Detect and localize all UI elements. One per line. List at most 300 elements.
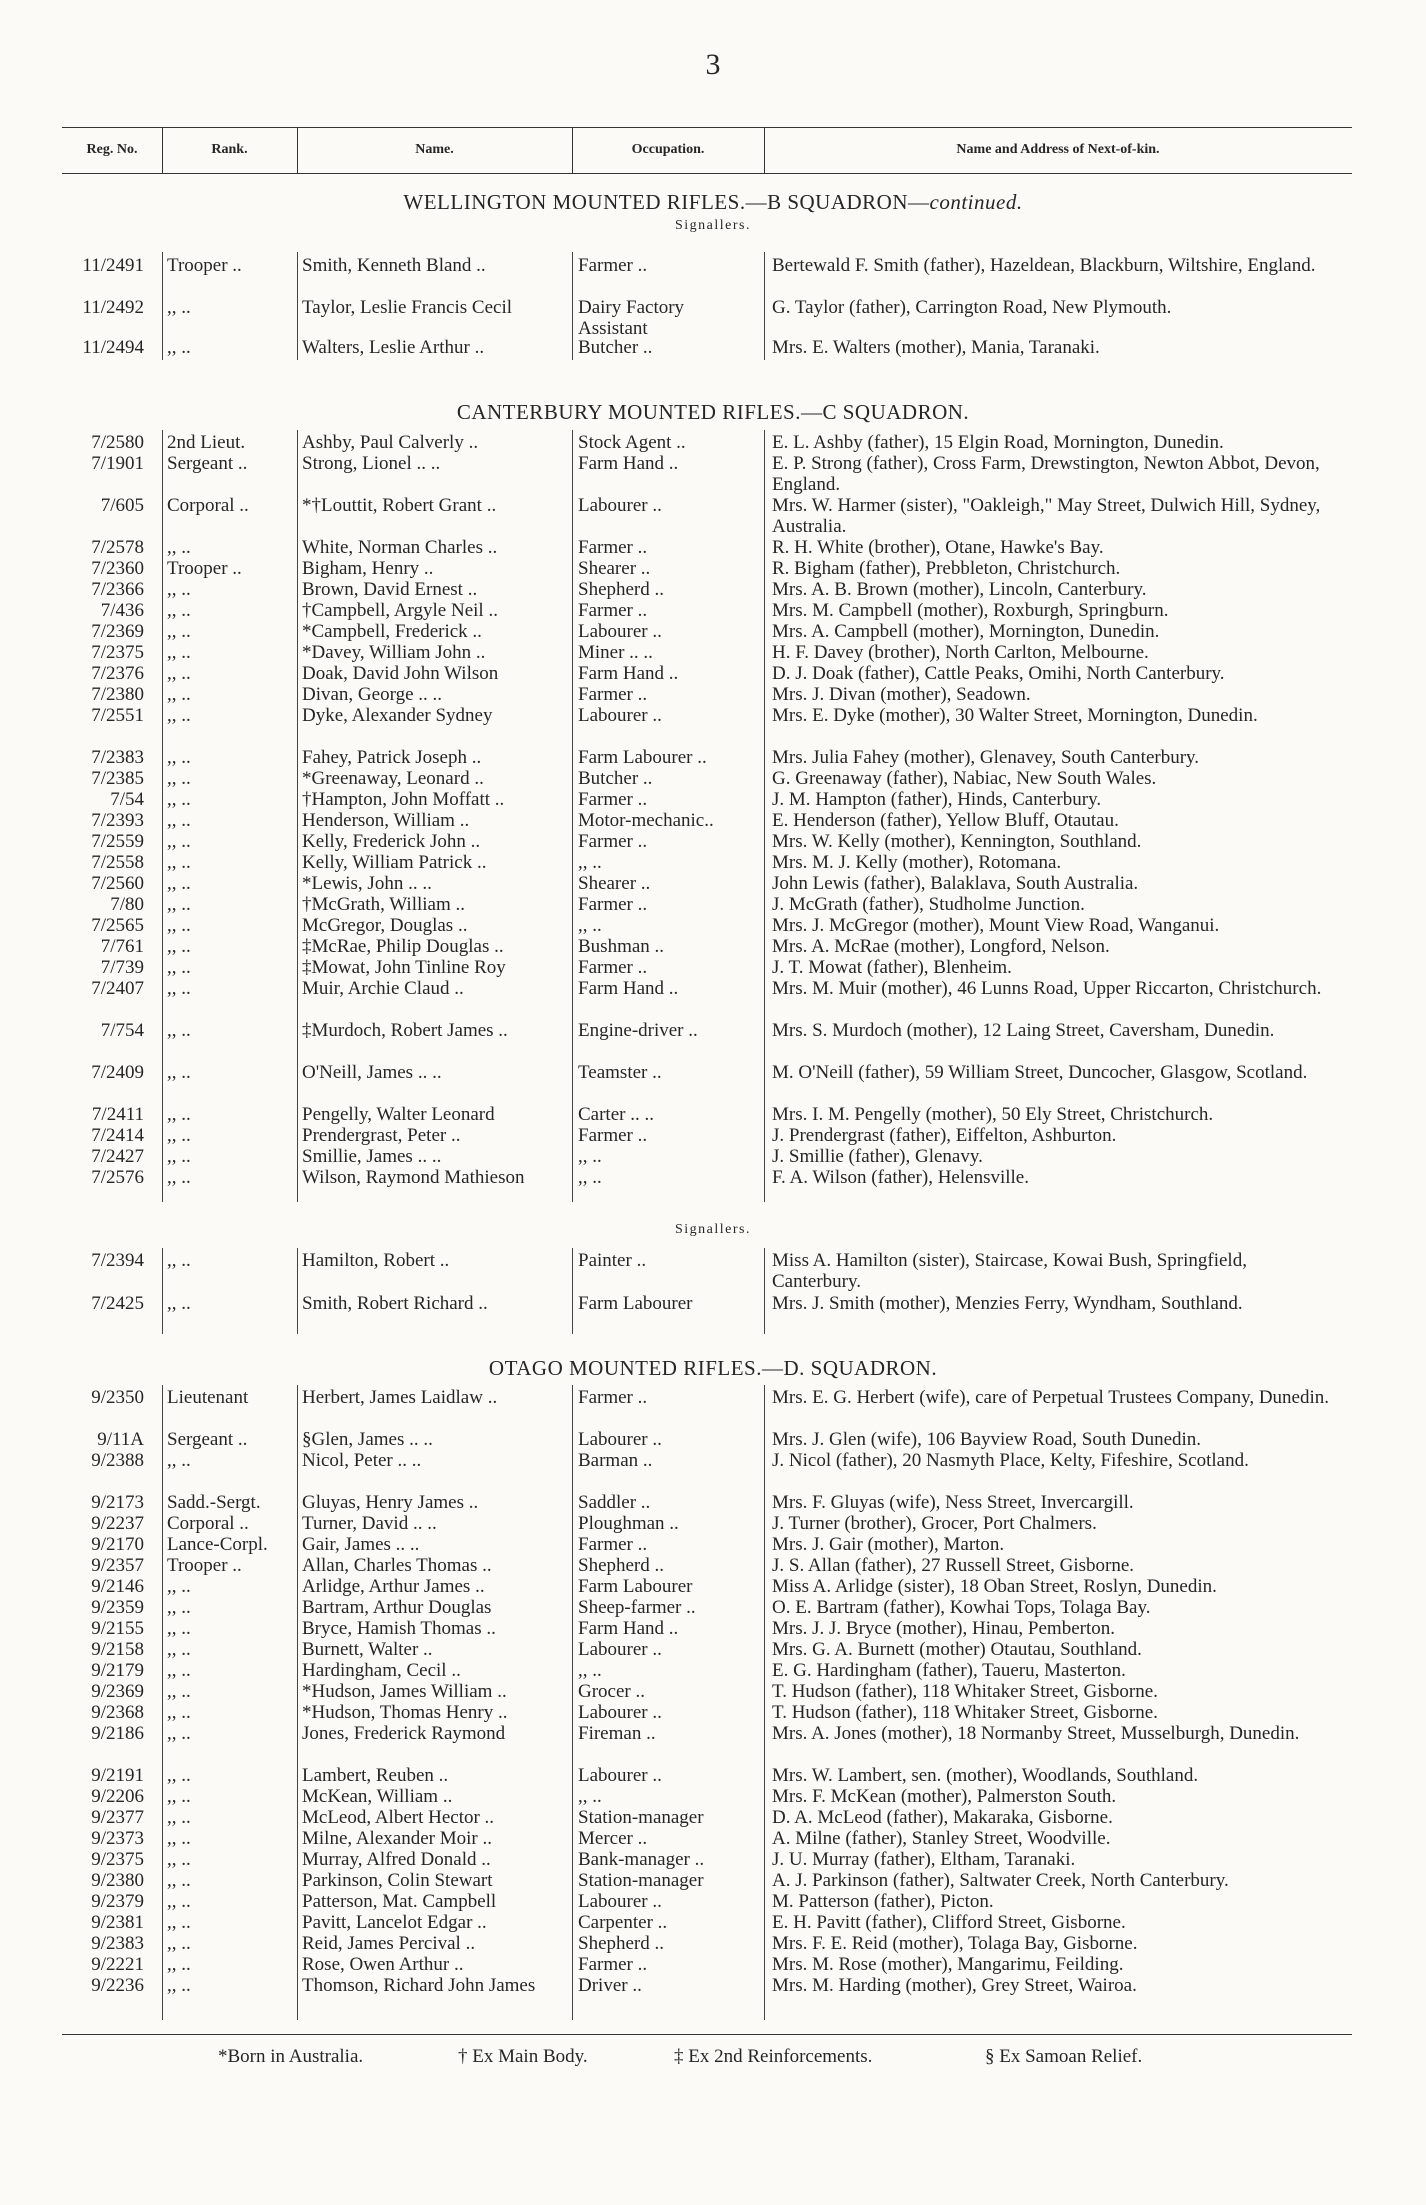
reg-number: 7/739 bbox=[100, 957, 144, 978]
rank: Trooper .. bbox=[167, 558, 242, 579]
next-of-kin: Mrs. J. Gair (mother), Marton. bbox=[772, 1534, 1005, 1555]
reg-number: 9/2357 bbox=[91, 1555, 144, 1576]
rank: Trooper .. bbox=[167, 1555, 242, 1576]
occupation: Saddler .. bbox=[578, 1492, 651, 1513]
soldier-name: Fahey, Patrick Joseph .. bbox=[302, 747, 482, 768]
reg-number: 7/2576 bbox=[91, 1167, 144, 1188]
next-of-kin: Mrs. A. Campbell (mother), Mornington, Dunedin. bbox=[772, 621, 1160, 642]
reg-number: 9/2158 bbox=[91, 1639, 144, 1660]
rank: ,, .. bbox=[167, 810, 191, 831]
next-of-kin: Mrs. A. B. Brown (mother), Lincoln, Canterbury. bbox=[772, 579, 1147, 600]
soldier-name: Divan, George .. .. bbox=[302, 684, 443, 705]
column-rule bbox=[297, 430, 298, 1202]
section-title-suffix: continued. bbox=[929, 190, 1023, 214]
soldier-name: Pengelly, Walter Leonard bbox=[302, 1104, 495, 1125]
rank: ,, .. bbox=[167, 1104, 191, 1125]
occupation: Mercer .. bbox=[578, 1828, 648, 1849]
occupation: ,, .. bbox=[578, 1146, 602, 1167]
occupation: Engine-driver .. bbox=[578, 1020, 698, 1041]
occupation: Farmer .. bbox=[578, 1534, 648, 1555]
reg-number: 9/2350 bbox=[91, 1387, 144, 1408]
next-of-kin: Mrs. G. A. Burnett (mother) Otautau, Southland. bbox=[772, 1639, 1142, 1660]
soldier-name: Bryce, Hamish Thomas .. bbox=[302, 1618, 496, 1639]
reg-number: 7/54 bbox=[110, 789, 144, 810]
next-of-kin: Mrs. M. Rose (mother), Mangarimu, Feilding. bbox=[772, 1954, 1124, 1975]
reg-number: 11/2492 bbox=[82, 297, 144, 318]
soldier-name: *Hudson, Thomas Henry .. bbox=[302, 1702, 508, 1723]
occupation: Dairy Factory Assistant bbox=[578, 297, 685, 339]
next-of-kin: J. Nicol (father), 20 Nasmyth Place, Kelty, Fifeshire, Scotland. bbox=[772, 1450, 1249, 1471]
reg-number: 7/2369 bbox=[91, 621, 144, 642]
reg-number: 9/2388 bbox=[91, 1450, 144, 1471]
reg-number: 9/2236 bbox=[91, 1975, 144, 1996]
rank: Lance-Corpl. bbox=[167, 1534, 268, 1555]
next-of-kin: Mrs. F. Gluyas (wife), Ness Street, Invercargill. bbox=[772, 1492, 1134, 1513]
next-of-kin: E. G. Hardingham (father), Taueru, Masterton. bbox=[772, 1660, 1126, 1681]
rank: ,, .. bbox=[167, 1450, 191, 1471]
next-of-kin: J. Prendergrast (father), Eiffelton, Ashburton. bbox=[772, 1125, 1117, 1146]
rank: Corporal .. bbox=[167, 1513, 249, 1534]
soldier-name: ‡Mowat, John Tinline Roy bbox=[302, 957, 506, 978]
rank: ,, .. bbox=[167, 1702, 191, 1723]
occupation: Butcher .. bbox=[578, 337, 653, 358]
rank: ,, .. bbox=[167, 1660, 191, 1681]
reg-number: 9/2173 bbox=[91, 1492, 144, 1513]
column-rule bbox=[764, 1248, 765, 1334]
reg-number: 7/2565 bbox=[91, 915, 144, 936]
rank: ,, .. bbox=[167, 621, 191, 642]
rank: ,, .. bbox=[167, 1723, 191, 1744]
next-of-kin: Mrs. I. M. Pengelly (mother), 50 Ely Street, Christchurch. bbox=[772, 1104, 1214, 1125]
rank: ,, .. bbox=[167, 1576, 191, 1597]
rank: ,, .. bbox=[167, 1807, 191, 1828]
column-header-name: Name. bbox=[415, 142, 454, 157]
soldier-name: Pavitt, Lancelot Edgar .. bbox=[302, 1912, 487, 1933]
soldier-name: McLeod, Albert Hector .. bbox=[302, 1807, 495, 1828]
rank: ,, .. bbox=[167, 789, 191, 810]
soldier-name: Dyke, Alexander Sydney bbox=[302, 705, 493, 726]
rank: ,, .. bbox=[167, 1828, 191, 1849]
occupation: Labourer .. bbox=[578, 1702, 662, 1723]
footnote-main-body: † Ex Main Body. bbox=[458, 2046, 588, 2067]
next-of-kin: G. Taylor (father), Carrington Road, New Plymouth. bbox=[772, 297, 1172, 318]
soldier-name: Kelly, Frederick John .. bbox=[302, 831, 481, 852]
next-of-kin: Mrs. S. Murdoch (mother), 12 Laing Street, Caversham, Dunedin. bbox=[772, 1020, 1275, 1041]
next-of-kin: Mrs. E. Walters (mother), Mania, Taranaki. bbox=[772, 337, 1100, 358]
occupation: Shepherd .. bbox=[578, 579, 665, 600]
rank: ,, .. bbox=[167, 1765, 191, 1786]
next-of-kin: Miss A. Arlidge (sister), 18 Oban Street, Roslyn, Dunedin. bbox=[772, 1576, 1217, 1597]
column-rule bbox=[572, 1248, 573, 1334]
next-of-kin: A. J. Parkinson (father), Saltwater Creek, North Canterbury. bbox=[772, 1870, 1229, 1891]
rank: ,, .. bbox=[167, 1891, 191, 1912]
reg-number: 9/2359 bbox=[91, 1597, 144, 1618]
occupation: Labourer .. bbox=[578, 621, 662, 642]
occupation: Farmer .. bbox=[578, 600, 648, 621]
rank: ,, .. bbox=[167, 747, 191, 768]
occupation: Farm Labourer bbox=[578, 1576, 693, 1597]
occupation: Ploughman .. bbox=[578, 1513, 679, 1534]
section-title: WELLINGTON MOUNTED RIFLES.—B SQUADRON—continued. bbox=[403, 190, 1023, 214]
footnote-2nd-reinforcements: ‡ Ex 2nd Reinforcements. bbox=[674, 2046, 873, 2067]
section-subheading: Signallers. bbox=[675, 218, 751, 233]
rank: ,, .. bbox=[167, 1933, 191, 1954]
rank: Trooper .. bbox=[167, 255, 242, 276]
soldier-name: Gluyas, Henry James .. bbox=[302, 1492, 479, 1513]
next-of-kin: Miss A. Hamilton (sister), Staircase, Kowai Bush, Springfield, Canterbury. bbox=[772, 1250, 1247, 1292]
reg-number: 9/2368 bbox=[91, 1702, 144, 1723]
reg-number: 9/2380 bbox=[91, 1870, 144, 1891]
reg-number: 7/436 bbox=[100, 600, 144, 621]
occupation: Grocer .. bbox=[578, 1681, 645, 1702]
next-of-kin: O. E. Bartram (father), Kowhai Tops, Tolaga Bay. bbox=[772, 1597, 1151, 1618]
soldier-name: Burnett, Walter .. bbox=[302, 1639, 433, 1660]
occupation: Farmer .. bbox=[578, 1954, 648, 1975]
rank: ,, .. bbox=[167, 915, 191, 936]
rank: ,, .. bbox=[167, 1786, 191, 1807]
rank: Sadd.-Sergt. bbox=[167, 1492, 261, 1513]
occupation: ,, .. bbox=[578, 852, 602, 873]
reg-number: 7/2383 bbox=[91, 747, 144, 768]
next-of-kin: Mrs. J. Divan (mother), Seadown. bbox=[772, 684, 1031, 705]
reg-number: 9/2179 bbox=[91, 1660, 144, 1681]
occupation: Farm Labourer .. bbox=[578, 747, 707, 768]
occupation: Sheep-farmer .. bbox=[578, 1597, 696, 1618]
soldier-name: Patterson, Mat. Campbell bbox=[302, 1891, 497, 1912]
reg-number: 11/2494 bbox=[82, 337, 144, 358]
next-of-kin: T. Hudson (father), 118 Whitaker Street, Gisborne. bbox=[772, 1681, 1158, 1702]
next-of-kin: J. S. Allan (father), 27 Russell Street, Gisborne. bbox=[772, 1555, 1135, 1576]
soldier-name: Ashby, Paul Calverly .. bbox=[302, 432, 479, 453]
section-subheading: Signallers. bbox=[675, 1222, 751, 1237]
rank: ,, .. bbox=[167, 600, 191, 621]
next-of-kin: G. Greenaway (father), Nabiac, New South Wales. bbox=[772, 768, 1157, 789]
reg-number: 9/2377 bbox=[91, 1807, 144, 1828]
column-header-next-of-kin: Name and Address of Next-of-kin. bbox=[956, 142, 1160, 157]
column-rule bbox=[572, 252, 573, 360]
reg-number: 9/2221 bbox=[91, 1954, 144, 1975]
soldier-name: *†Louttit, Robert Grant .. bbox=[302, 495, 497, 516]
soldier-name: McGregor, Douglas .. bbox=[302, 915, 468, 936]
soldier-name: Strong, Lionel .. .. bbox=[302, 453, 441, 474]
soldier-name: *Davey, William John .. bbox=[302, 642, 486, 663]
soldier-name: Parkinson, Colin Stewart bbox=[302, 1870, 493, 1891]
page-number: 3 bbox=[705, 48, 721, 81]
rank: ,, .. bbox=[167, 852, 191, 873]
occupation: ,, .. bbox=[578, 1786, 602, 1807]
next-of-kin: J. T. Mowat (father), Blenheim. bbox=[772, 957, 1012, 978]
reg-number: 7/605 bbox=[100, 495, 144, 516]
reg-number: 7/2393 bbox=[91, 810, 144, 831]
next-of-kin: M. Patterson (father), Picton. bbox=[772, 1891, 994, 1912]
rank: ,, .. bbox=[167, 1954, 191, 1975]
next-of-kin: R. Bigham (father), Prebbleton, Christchurch. bbox=[772, 558, 1121, 579]
soldier-name: Henderson, William .. bbox=[302, 810, 470, 831]
next-of-kin: Mrs. J. Glen (wife), 106 Bayview Road, South Dunedin. bbox=[772, 1429, 1202, 1450]
footnote-born-australia: *Born in Australia. bbox=[218, 2046, 364, 2067]
next-of-kin: Mrs. M. Harding (mother), Grey Street, Wairoa. bbox=[772, 1975, 1137, 1996]
next-of-kin: T. Hudson (father), 118 Whitaker Street, Gisborne. bbox=[772, 1702, 1158, 1723]
next-of-kin: J. M. Hampton (father), Hinds, Canterbury. bbox=[772, 789, 1102, 810]
rank: ,, .. bbox=[167, 1849, 191, 1870]
rank: ,, .. bbox=[167, 873, 191, 894]
soldier-name: White, Norman Charles .. bbox=[302, 537, 498, 558]
next-of-kin: E. Henderson (father), Yellow Bluff, Otautau. bbox=[772, 810, 1119, 831]
occupation: Labourer .. bbox=[578, 1429, 662, 1450]
reg-number: 9/2237 bbox=[91, 1513, 144, 1534]
rank: ,, .. bbox=[167, 684, 191, 705]
occupation: Barman .. bbox=[578, 1450, 653, 1471]
soldier-name: Smillie, James .. .. bbox=[302, 1146, 442, 1167]
reg-number: 9/2369 bbox=[91, 1681, 144, 1702]
rank: ,, .. bbox=[167, 663, 191, 684]
column-rule bbox=[297, 252, 298, 360]
soldier-name: Bigham, Henry .. bbox=[302, 558, 434, 579]
column-rule bbox=[297, 1385, 298, 2020]
next-of-kin: E. L. Ashby (father), 15 Elgin Road, Mornington, Dunedin. bbox=[772, 432, 1224, 453]
rank: ,, .. bbox=[167, 1167, 191, 1188]
reg-number: 7/2376 bbox=[91, 663, 144, 684]
next-of-kin: Mrs. W. Harmer (sister), "Oakleigh," May Street, Dulwich Hill, Sydney, Australia. bbox=[772, 495, 1321, 537]
occupation: Farmer .. bbox=[578, 1387, 648, 1408]
next-of-kin: Mrs. E. Dyke (mother), 30 Walter Street, Mornington, Dunedin. bbox=[772, 705, 1258, 726]
rank: Lieutenant bbox=[167, 1387, 249, 1408]
occupation: Farmer .. bbox=[578, 831, 648, 852]
rank: ,, .. bbox=[167, 1293, 191, 1314]
reg-number: 9/2379 bbox=[91, 1891, 144, 1912]
soldier-name: Milne, Alexander Moir .. bbox=[302, 1828, 492, 1849]
column-rule bbox=[764, 252, 765, 360]
rank: ,, .. bbox=[167, 957, 191, 978]
occupation: ,, .. bbox=[578, 1660, 602, 1681]
rank: ,, .. bbox=[167, 831, 191, 852]
rank: ,, .. bbox=[167, 1062, 191, 1083]
occupation: Butcher .. bbox=[578, 768, 653, 789]
soldier-name: Lambert, Reuben .. bbox=[302, 1765, 449, 1786]
soldier-name: Turner, David .. .. bbox=[302, 1513, 437, 1534]
next-of-kin: E. H. Pavitt (father), Clifford Street, Gisborne. bbox=[772, 1912, 1126, 1933]
next-of-kin: A. Milne (father), Stanley Street, Woodville. bbox=[772, 1828, 1111, 1849]
soldier-name: Jones, Frederick Raymond bbox=[302, 1723, 506, 1744]
footer-rule bbox=[62, 2034, 1352, 2035]
section-title: CANTERBURY MOUNTED RIFLES.—C SQUADRON. bbox=[456, 400, 970, 424]
column-rule bbox=[162, 1248, 163, 1334]
occupation: ,, .. bbox=[578, 915, 602, 936]
reg-number: 7/2560 bbox=[91, 873, 144, 894]
reg-number: 7/2578 bbox=[91, 537, 144, 558]
occupation: Shepherd .. bbox=[578, 1555, 665, 1576]
rank: ,, .. bbox=[167, 297, 191, 318]
reg-number: 7/2409 bbox=[91, 1062, 144, 1083]
header-bottom-rule bbox=[62, 173, 1352, 174]
reg-number: 9/11A bbox=[97, 1429, 144, 1450]
reg-number: 7/2411 bbox=[91, 1104, 144, 1125]
occupation: Bank-manager .. bbox=[578, 1849, 705, 1870]
reg-number: 7/2425 bbox=[91, 1293, 144, 1314]
soldier-name: Taylor, Leslie Francis Cecil bbox=[302, 297, 513, 318]
column-header-rank: Rank. bbox=[211, 142, 248, 157]
reg-number: 7/754 bbox=[100, 1020, 144, 1041]
next-of-kin: Mrs. A. McRae (mother), Longford, Nelson. bbox=[772, 936, 1110, 957]
next-of-kin: F. A. Wilson (father), Helensville. bbox=[772, 1167, 1029, 1188]
rank: ,, .. bbox=[167, 705, 191, 726]
rank: ,, .. bbox=[167, 537, 191, 558]
section-title: OTAGO MOUNTED RIFLES.—D. SQUADRON. bbox=[488, 1356, 938, 1380]
rank: ,, .. bbox=[167, 337, 191, 358]
reg-number: 7/2559 bbox=[91, 831, 144, 852]
next-of-kin: Mrs. W. Kelly (mother), Kennington, Southland. bbox=[772, 831, 1142, 852]
occupation: Fireman .. bbox=[578, 1723, 656, 1744]
occupation: Farm Hand .. bbox=[578, 453, 679, 474]
next-of-kin: J. Turner (brother), Grocer, Port Chalmers. bbox=[772, 1513, 1097, 1534]
column-rule bbox=[162, 430, 163, 1202]
next-of-kin: J. McGrath (father), Studholme Junction. bbox=[772, 894, 1085, 915]
rank: ,, .. bbox=[167, 936, 191, 957]
occupation: Farm Labourer bbox=[578, 1293, 693, 1314]
next-of-kin: Mrs. W. Lambert, sen. (mother), Woodlands, Southland. bbox=[772, 1765, 1199, 1786]
soldier-name: McKean, William .. bbox=[302, 1786, 453, 1807]
reg-number: 7/2414 bbox=[91, 1125, 144, 1146]
column-rule bbox=[572, 1385, 573, 2020]
occupation: Farmer .. bbox=[578, 537, 648, 558]
soldier-name: *Hudson, James William .. bbox=[302, 1681, 507, 1702]
occupation: Farmer .. bbox=[578, 894, 648, 915]
reg-number: 7/2360 bbox=[91, 558, 144, 579]
column-rule bbox=[572, 430, 573, 1202]
rank: ,, .. bbox=[167, 768, 191, 789]
occupation: Carter .. .. bbox=[578, 1104, 654, 1125]
soldier-name: Herbert, James Laidlaw .. bbox=[302, 1387, 498, 1408]
soldier-name: *Greenaway, Leonard .. bbox=[302, 768, 484, 789]
reg-number: 7/761 bbox=[100, 936, 144, 957]
occupation: Farmer .. bbox=[578, 255, 648, 276]
rank: Sergeant .. bbox=[167, 453, 248, 474]
soldier-name: †Hampton, John Moffatt .. bbox=[302, 789, 505, 810]
next-of-kin: John Lewis (father), Balaklava, South Australia. bbox=[772, 873, 1139, 894]
rank: ,, .. bbox=[167, 1681, 191, 1702]
column-rule bbox=[764, 430, 765, 1202]
reg-number: 7/2427 bbox=[91, 1146, 144, 1167]
reg-number: 9/2206 bbox=[91, 1786, 144, 1807]
occupation: Shearer .. bbox=[578, 558, 651, 579]
reg-number: 9/2155 bbox=[91, 1618, 144, 1639]
soldier-name: Hamilton, Robert .. bbox=[302, 1250, 450, 1271]
soldier-name: O'Neill, James .. .. bbox=[302, 1062, 442, 1083]
occupation: Farmer .. bbox=[578, 789, 648, 810]
reg-number: 9/2146 bbox=[91, 1576, 144, 1597]
rank: ,, .. bbox=[167, 1020, 191, 1041]
occupation: Farmer .. bbox=[578, 684, 648, 705]
occupation: Farmer .. bbox=[578, 1125, 648, 1146]
soldier-name: Hardingham, Cecil .. bbox=[302, 1660, 461, 1681]
soldier-name: Reid, James Percival .. bbox=[302, 1933, 476, 1954]
reg-number: 7/2380 bbox=[91, 684, 144, 705]
next-of-kin: J. Smillie (father), Glenavy. bbox=[772, 1146, 983, 1167]
reg-number: 7/2558 bbox=[91, 852, 144, 873]
next-of-kin: D. A. McLeod (father), Makaraka, Gisborne. bbox=[772, 1807, 1113, 1828]
soldier-name: Brown, David Ernest .. bbox=[302, 579, 478, 600]
rank: ,, .. bbox=[167, 642, 191, 663]
column-rule bbox=[764, 1385, 765, 2020]
column-header-occupation: Occupation. bbox=[631, 142, 705, 157]
occupation: Stock Agent .. bbox=[578, 432, 686, 453]
occupation: Labourer .. bbox=[578, 1891, 662, 1912]
soldier-name: Thomson, Richard John James bbox=[302, 1975, 536, 1996]
occupation: Farm Hand .. bbox=[578, 978, 679, 999]
reg-number: 9/2375 bbox=[91, 1849, 144, 1870]
rank: ,, .. bbox=[167, 1250, 191, 1271]
occupation: Farmer .. bbox=[578, 957, 648, 978]
soldier-name: §Glen, James .. .. bbox=[302, 1429, 433, 1450]
occupation: Motor-mechanic.. bbox=[578, 810, 714, 831]
reg-number: 7/2366 bbox=[91, 579, 144, 600]
column-header-reg: Reg. No. bbox=[86, 142, 138, 157]
reg-number: 9/2381 bbox=[91, 1912, 144, 1933]
rank: ,, .. bbox=[167, 1146, 191, 1167]
reg-number: 9/2191 bbox=[91, 1765, 144, 1786]
soldier-name: Walters, Leslie Arthur .. bbox=[302, 337, 485, 358]
soldier-name: Nicol, Peter .. .. bbox=[302, 1450, 422, 1471]
rank: ,, .. bbox=[167, 978, 191, 999]
soldier-name: ‡Murdoch, Robert James .. bbox=[302, 1020, 508, 1041]
occupation: Driver .. bbox=[578, 1975, 642, 1996]
column-rule bbox=[297, 1248, 298, 1334]
next-of-kin: Mrs. A. Jones (mother), 18 Normanby Street, Musselburgh, Dunedin. bbox=[772, 1723, 1300, 1744]
next-of-kin: Mrs. J. J. Bryce (mother), Hinau, Pemberton. bbox=[772, 1618, 1115, 1639]
soldier-name: Doak, David John Wilson bbox=[302, 663, 499, 684]
occupation: Farm Hand .. bbox=[578, 663, 679, 684]
next-of-kin: M. O'Neill (father), 59 William Street, Duncocher, Glasgow, Scotland. bbox=[772, 1062, 1308, 1083]
occupation: ,, .. bbox=[578, 1167, 602, 1188]
occupation: Station-manager bbox=[578, 1807, 704, 1828]
soldier-name: *Lewis, John .. .. bbox=[302, 873, 432, 894]
occupation: Bushman .. bbox=[578, 936, 665, 957]
soldier-name: ‡McRae, Philip Douglas .. bbox=[302, 936, 504, 957]
rank: Sergeant .. bbox=[167, 1429, 248, 1450]
soldier-name: Muir, Archie Claud .. bbox=[302, 978, 464, 999]
next-of-kin: E. P. Strong (father), Cross Farm, Drewstington, Newton Abbot, Devon, England. bbox=[772, 453, 1320, 495]
column-rule bbox=[162, 252, 163, 360]
next-of-kin: Mrs. F. McKean (mother), Palmerston South. bbox=[772, 1786, 1117, 1807]
rank: ,, .. bbox=[167, 1125, 191, 1146]
occupation: Miner .. .. bbox=[578, 642, 653, 663]
reg-number: 7/2375 bbox=[91, 642, 144, 663]
rank: 2nd Lieut. bbox=[167, 432, 246, 453]
rank: ,, .. bbox=[167, 1639, 191, 1660]
rank: ,, .. bbox=[167, 579, 191, 600]
occupation: Station-manager bbox=[578, 1870, 704, 1891]
reg-number: 7/2551 bbox=[91, 705, 144, 726]
reg-number: 7/2580 bbox=[91, 432, 144, 453]
soldier-name: Allan, Charles Thomas .. bbox=[302, 1555, 492, 1576]
next-of-kin: R. H. White (brother), Otane, Hawke's Bay. bbox=[772, 537, 1104, 558]
occupation: Farm Hand .. bbox=[578, 1618, 679, 1639]
reg-number: 7/1901 bbox=[91, 453, 144, 474]
soldier-name: Bartram, Arthur Douglas bbox=[302, 1597, 492, 1618]
column-rule bbox=[162, 1385, 163, 2020]
reg-number: 7/2385 bbox=[91, 768, 144, 789]
rank: ,, .. bbox=[167, 894, 191, 915]
soldier-name: Wilson, Raymond Mathieson bbox=[302, 1167, 525, 1188]
next-of-kin: Mrs. J. McGregor (mother), Mount View Road, Wanganui. bbox=[772, 915, 1220, 936]
soldier-name: *Campbell, Frederick .. bbox=[302, 621, 482, 642]
next-of-kin: Mrs. E. G. Herbert (wife), care of Perpetual Trustees Company, Dunedin. bbox=[772, 1387, 1330, 1408]
next-of-kin: Mrs. M. Campbell (mother), Roxburgh, Springburn. bbox=[772, 600, 1169, 621]
soldier-name: Gair, James .. .. bbox=[302, 1534, 420, 1555]
occupation: Labourer .. bbox=[578, 705, 662, 726]
rank: ,, .. bbox=[167, 1597, 191, 1618]
next-of-kin: Mrs. Julia Fahey (mother), Glenavey, South Canterbury. bbox=[772, 747, 1200, 768]
